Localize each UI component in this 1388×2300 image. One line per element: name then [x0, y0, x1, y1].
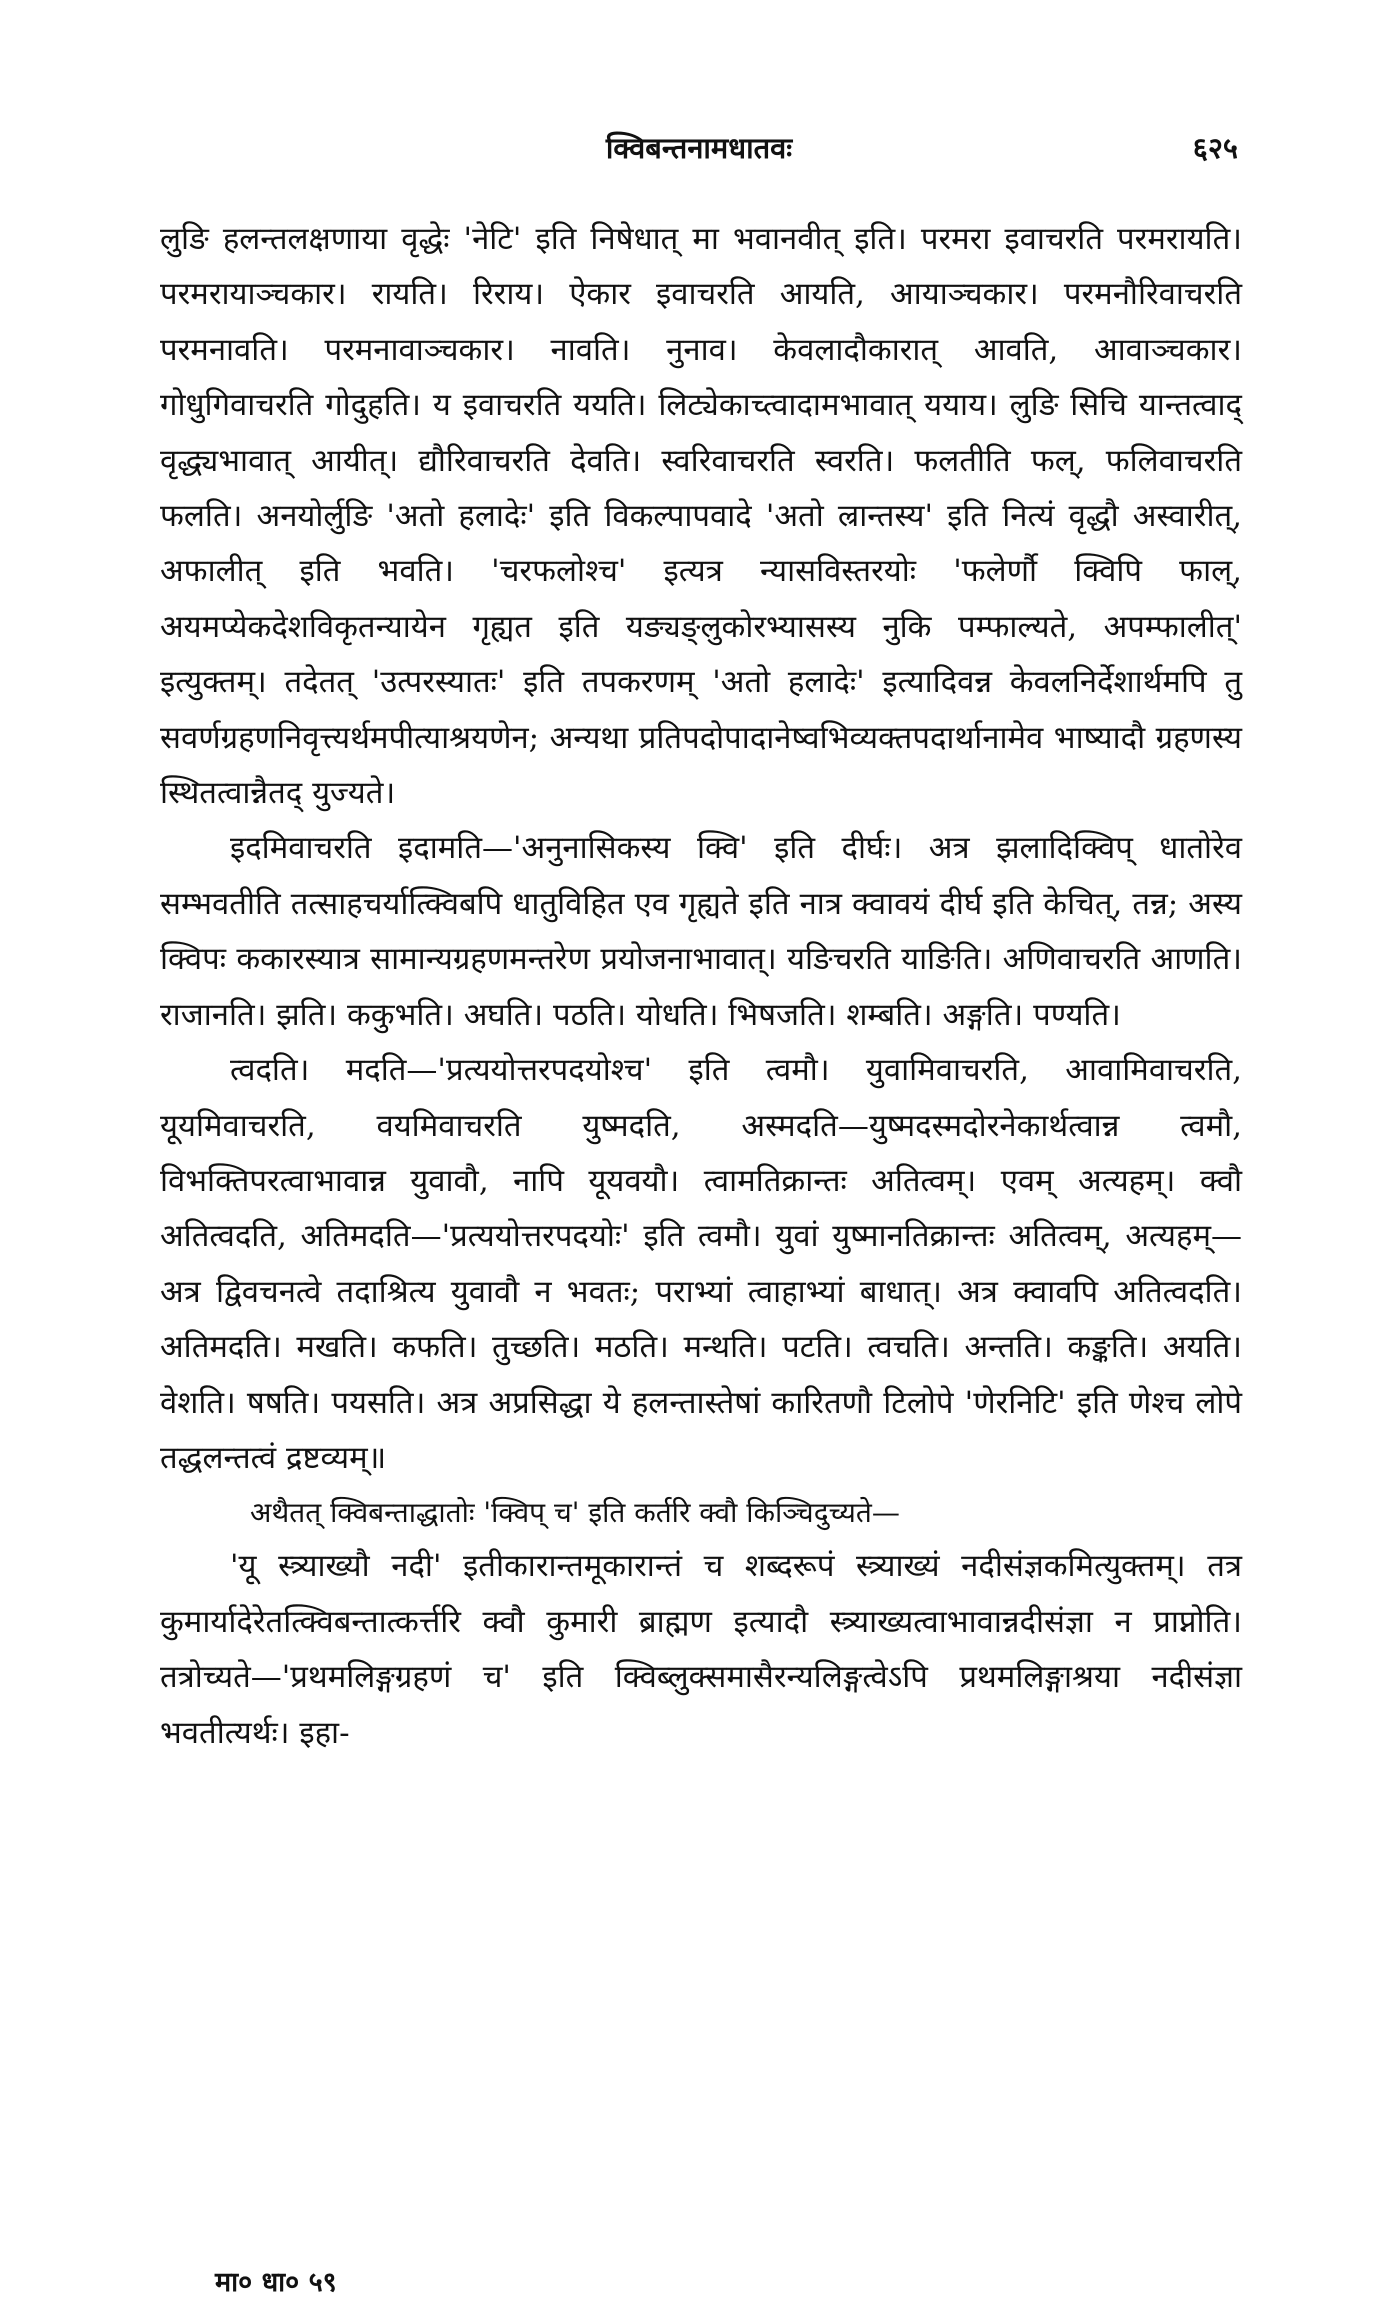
signature-mark: मा० धा० ५९ [215, 2267, 337, 2298]
section-intro: अथैतत् क्विबन्ताद्धातोः 'क्विप् च' इति कर्तरि क्वौ किञ्चिदुच्यते— [250, 1496, 900, 1530]
paragraph-3: त्वदति। मदति—'प्रत्ययोत्तरपदयोश्च' इति त्वमौ। युवामिवाचरति, आवामिवाचरति, यूयमिवाचरति, वयमिवाचरति युष्मदति, अस्मदति—युष्मदस्मदोरनेकार्थत्वान्न त्वमौ, विभक्तिपरत्वाभावान्न युवावौ, नापि यूयवयौ। त्वामतिक्रान्तः अतित्वम्। एवम् अत्यहम्। क्वौ अतित्वदति, अतिमदति—'प्रत्ययोत्तरपदयोः' इति त्वमौ। युवां युष्मानतिक्रान्तः अतित्वम्, अत्यहम्—अत्र द्विवचनत्वे तदाश्रित्य युवावौ न भवतः; पराभ्यां त्वाहाभ्यां बाधात्। अत्र क्वावपि अतित्वदति। अतिमदति। मखति। कफति। तुच्छति। मठति। मन्थति। पटति। त्वचति। अन्तति। कङ्कति। अयति। वेशति। षषति। पयसति। अत्र अप्रसिद्धा ये हलन्तास्तेषां कारितणौ टिलोपे 'णेरनिटि' इति णेश्च लोपे तद्धलन्तत्वं द्रष्टव्यम्॥ [160, 1052, 1242, 1476]
paragraph-1: लुङि हलन्तलक्षणाया वृद्धेः 'नेटि' इति निषेधात् मा भवानवीत् इति। परमरा इवाचरति परमरायति। परमरायाञ्चकार। रायति। रिराय। ऐकार इवाचरति आयति, आयाञ्चकार। परमनौरिवाचरति परमनावति। परमनावाञ्चकार। नावति। नुनाव। केवलादौकारात् आवति, आवाञ्चकार। गोधुगिवाचरति गोदुहति। य इवाचरति ययति। लिट्येकाच्त्वादामभावात् ययाय। लुङि सिचि यान्तत्वाद् वृद्ध्यभावात् आयीत्। द्यौरिवाचरति देवति। स्वरिवाचरति स्वरति। फलतीति फल्, फलिवाचरति फलति। अनयोर्लुङि 'अतो हलादेः' इति विकल्पापवादे 'अतो ल्रान्तस्य' इति नित्यं वृद्धौ अस्वारीत्, अफालीत् इति भवति। 'चरफलोश्च' इत्यत्र न्यासविस्तरयोः 'फलेर्णौ क्विपि फाल्, अयमप्येकदेशविकृतन्यायेन गृह्यत इति यङ्यङ्लुकोरभ्यासस्य नुकि पम्फाल्यते, अपम्फालीत्' इत्युक्तम्। तदेतत् 'उत्परस्यातः' इति तपकरणम् 'अतो हलादेः' इत्यादिवन्न केवलनिर्देशार्थमपि तु सवर्णग्रहणनिवृत्त्यर्थमपीत्याश्रयणेन; अन्यथा प्रतिपदोपादानेष्वभिव्यक्तपदार्थानामेव भाष्यादौ ग्रहणस्य स्थितत्वान्नैतद् युज्यते। [160, 221, 1242, 812]
body-text [160, 212, 1242, 1761]
paragraph-5: 'यू स्त्र्याख्यौ नदी' इतीकारान्तमूकारान्तं च शब्दरूपं स्त्र्याख्यं नदीसंज्ञकमित्युक्तम्। तत्र कुमार्यादेरेतत्क्विबन्तात्कर्त्तरि क्वौ कुमारी ब्राह्मण इत्यादौ स्त्र्याख्यत्वाभावान्नदीसंज्ञा न प्राप्नोति। तत्रोच्यते—'प्रथमलिङ्गग्रहणं च' इति क्विब्लुक्समासैरन्यलिङ्गत्वेऽपि प्रथमलिङ्गाश्रया नदीसंज्ञा भवतीत्यर्थः। इहा- [160, 1548, 1242, 1751]
running-title: क्विबन्तनामधातवः [605, 131, 793, 165]
page-number: ६२५ [1192, 131, 1238, 165]
page-header [160, 128, 1238, 172]
paragraph-2: इदमिवाचरति इदामति—'अनुनासिकस्य क्वि' इति दीर्घः। अत्र झलादिक्विप् धातोरेव सम्भवतीति तत्साहचर्यात्क्विबपि धातुविहित एव गृह्यते इति नात्र क्वावयं दीर्घ इति केचित्, तन्न; अस्य क्विपः ककारस्यात्र सामान्यग्रहणमन्तरेण प्रयोजनाभावात्। यङिचरति याङिति। अणिवाचरति आणति। राजानति। झति। ककुभति। अघति। पठति। योधति। भिषजति। शम्बति। अङ्गति। पण्यति। [160, 830, 1242, 1033]
